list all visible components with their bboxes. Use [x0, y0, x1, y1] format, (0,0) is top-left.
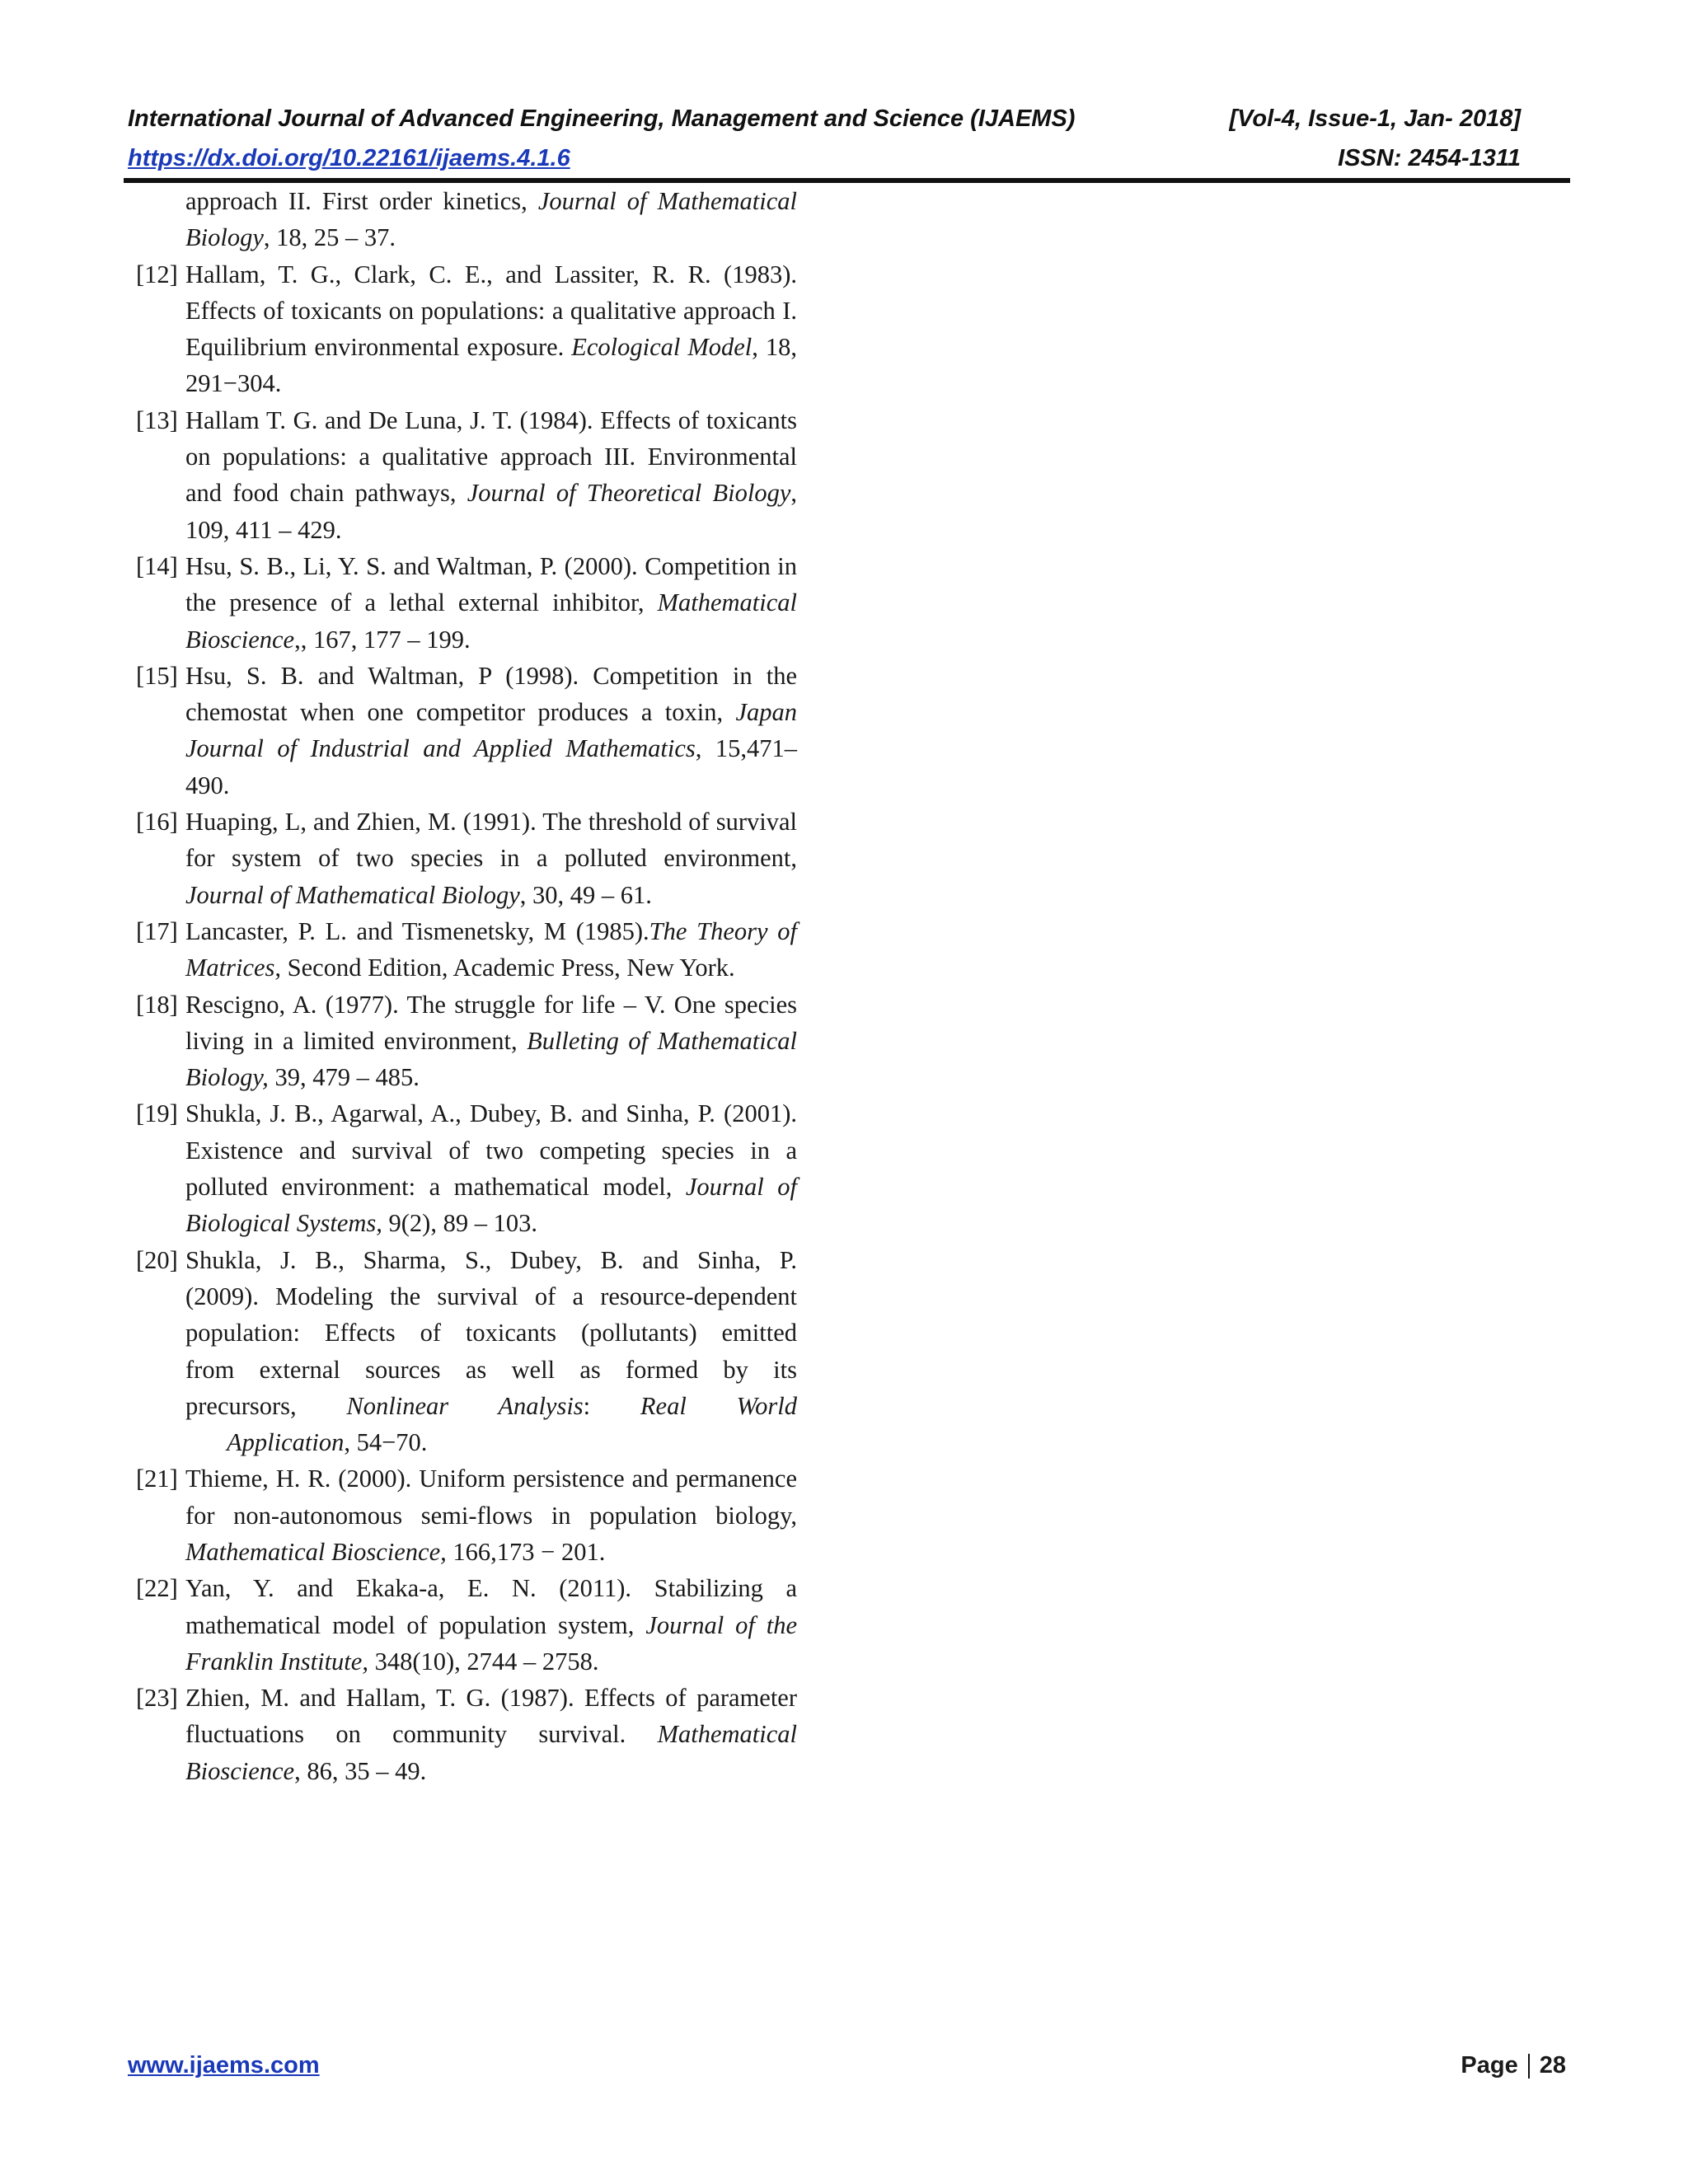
- reference-15: [15] Hsu, S. B. and Waltman, P (1998). Competition in the chemostat when one competitor produces a toxin, Japan Journal of Industrial and Applied Mathematics, 15,471–490.: [136, 661, 798, 799]
- page-number: Page 28: [1461, 2052, 1566, 2079]
- reference-list: [136, 183, 797, 1789]
- page-header: [128, 99, 1521, 178]
- reference-12: [12] Hallam, T. G., Clark, C. E., and Lassiter, R. R. (1983). Effects of toxicants on populations: a qualitative approach I. Equilibrium environmental exposure. Ecological Model, 18, 291−304.: [136, 260, 798, 398]
- reference-22: [22] Yan, Y. and Ekaka-a, E. N. (2011). Stabilizing a mathematical model of population system, Journal of the Franklin Institute, 348(10), 2744 – 2758.: [136, 1574, 798, 1675]
- website-link[interactable]: www.ijaems.com: [128, 2052, 320, 2079]
- reference-16: [16] Huaping, L, and Zhien, M. (1991). The threshold of survival for system of two species in a polluted environment, Journal of Mathematical Biology, 30, 49 – 61.: [136, 808, 797, 909]
- reference-continuation: approach II. First order kinetics, Journal of Mathematical Biology, 18, 25 – 37.: [185, 187, 797, 252]
- issn: ISSN: 2454-1311: [1338, 145, 1521, 171]
- journal-title: International Journal of Advanced Engineering, Management and Science (IJAEMS): [128, 105, 1076, 132]
- page-footer: [128, 2052, 1566, 2079]
- reference-13: [13] Hallam T. G. and De Luna, J. T. (1984). Effects of toxicants on populations: a qualitative approach III. Environmental and food chain pathways, Journal of Theoretical Biology, 109, 411 – 429.: [136, 405, 797, 544]
- reference-18: [18] Rescigno, A. (1977). The struggle for life – V. One species living in a limited environment, Bulleting of Mathematical Biology, 39, 479 – 485.: [136, 990, 797, 1092]
- reference-14: [14] Hsu, S. B., Li, Y. S. and Waltman, P. (2000). Competition in the presence of a lethal external inhibitor, Mathematical Bioscience,, 167, 177 – 199.: [136, 551, 797, 654]
- reference-23: [23] Zhien, M. and Hallam, T. G. (1987). Effects of parameter fluctuations on community survival. Mathematical Bioscience, 86, 35 – 49.: [136, 1684, 797, 1785]
- page-separator: [1528, 2054, 1530, 2079]
- reference-17: [17] Lancaster, P. L. and Tismenetsky, M (1985).The Theory of Matrices, Second Edition, Academic Press, New York.: [136, 916, 797, 982]
- reference-20: [20] Shukla, J. B., Sharma, S., Dubey, B. and Sinha, P. (2009). Modeling the survival of a resource-dependent population: Effects of toxicants (pollutants) emitted from external sources as well as formed by its precursors, Nonlinear Analysis: Real World Application, 54−70.: [136, 1245, 797, 1457]
- reference-21: [21] Thieme, H. R. (2000). Uniform persistence and permanence for non-autonomous semi-flows in population biology, Mathematical Bioscience, 166,173 − 201.: [136, 1465, 797, 1566]
- doi-link[interactable]: https://dx.doi.org/10.22161/ijaems.4.1.6: [128, 145, 570, 171]
- volume-info: [Vol-4, Issue-1, Jan- 2018]: [1229, 105, 1521, 132]
- reference-19: [19] Shukla, J. B., Agarwal, A., Dubey, B. and Sinha, P. (2001). Existence and survival of two competing species in a polluted environment: a mathematical model, Journal of Biological Systems, 9(2), 89 – 103.: [136, 1099, 798, 1238]
